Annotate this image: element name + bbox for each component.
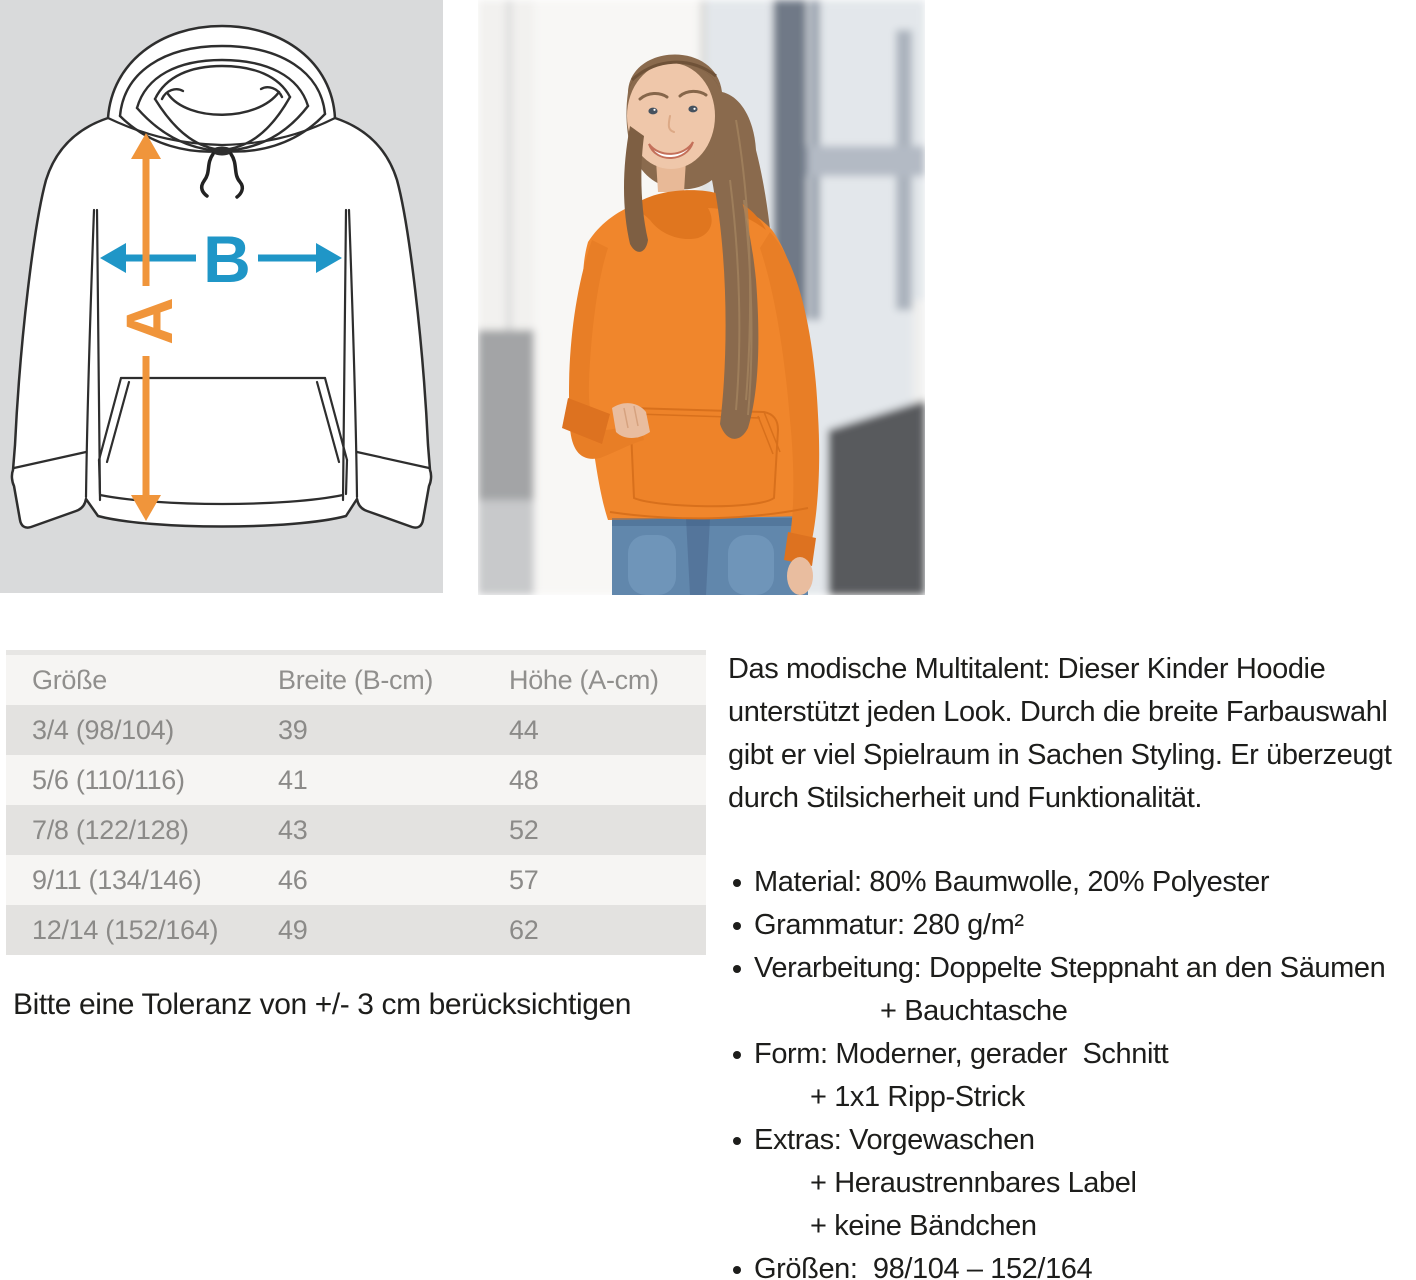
bullet-form: Form: Moderner, gerader Schnitt + 1x1 Ripp-Strick <box>728 1033 1416 1119</box>
description-intro <box>728 648 1416 820</box>
table-row <box>6 805 706 855</box>
table-row <box>6 855 706 905</box>
intro-line: gibt er viel Spielraum in Sachen Styling. Er überzeugt <box>728 739 1392 771</box>
height-cell: 44 <box>509 714 539 745</box>
header-hoehe: Höhe (A-cm) <box>509 664 659 695</box>
size-cell: 7/8 (122/128) <box>32 814 189 845</box>
width-cell: 49 <box>278 914 308 945</box>
bullet-dot <box>733 965 741 973</box>
bullet-dot <box>733 1051 741 1059</box>
bullet-material: Material: 80% Baumwolle, 20% Polyester <box>728 861 1416 904</box>
product-description <box>728 648 1416 1280</box>
table-row <box>6 905 706 955</box>
hoodie-measurement-diagram <box>0 0 443 593</box>
size-cell: 5/6 (110/116) <box>32 764 185 795</box>
size-diagram-panel <box>0 0 443 593</box>
size-cell: 12/14 (152/164) <box>32 914 219 945</box>
width-cell: 43 <box>278 814 308 845</box>
table-row <box>6 755 706 805</box>
bullet-dot <box>733 922 741 930</box>
hand-right <box>787 557 813 595</box>
tolerance-note: Bitte eine Toleranz von +/- 3 cm berücksichtigen <box>13 988 632 1021</box>
height-cell: 52 <box>509 814 539 845</box>
pocket <box>630 408 778 506</box>
size-table <box>6 650 706 955</box>
intro-line: Das modische Multitalent: Dieser Kinder Hoodie <box>728 653 1326 685</box>
bullet-groessen: Größen: 98/104 – 152/164 <box>728 1248 1416 1280</box>
size-table-header <box>6 655 706 705</box>
bullet-grammatur: Grammatur: 280 g/m² <box>728 904 1416 947</box>
height-cell: 62 <box>509 914 539 945</box>
measure-label-b: B <box>203 222 251 296</box>
bullet-dot <box>733 1266 741 1274</box>
width-cell: 39 <box>278 714 308 745</box>
height-cell: 48 <box>509 764 539 795</box>
measure-label-a: A <box>112 297 186 345</box>
size-cell: 9/11 (134/146) <box>32 864 202 895</box>
jeans-light-wash-left <box>628 535 676 595</box>
jeans-light-wash-right <box>728 535 774 595</box>
product-photo <box>478 0 925 595</box>
size-cell: 3/4 (98/104) <box>32 714 174 745</box>
bullet-dot <box>733 879 741 887</box>
intro-line: unterstützt jeden Look. Durch die breite Farbauswahl <box>728 696 1388 728</box>
bullet-dot <box>733 1137 741 1145</box>
width-cell: 41 <box>278 764 308 795</box>
width-cell: 46 <box>278 864 308 895</box>
bullet-extras: Extras: Vorgewaschen + Heraustrennbares Label + keine Bändchen <box>728 1119 1416 1248</box>
intro-line: durch Stilsicherheit und Funktionalität. <box>728 782 1203 814</box>
table-row <box>6 705 706 755</box>
drawstring-knot <box>212 147 232 156</box>
header-breite: Breite (B-cm) <box>278 664 434 695</box>
header-groesse: Größe <box>32 664 108 695</box>
bullet-verarbeitung: Verarbeitung: Doppelte Steppnaht an den Säumen + Bauchtasche <box>728 947 1416 1033</box>
jeans-seam <box>686 518 710 595</box>
height-cell: 57 <box>509 864 539 895</box>
